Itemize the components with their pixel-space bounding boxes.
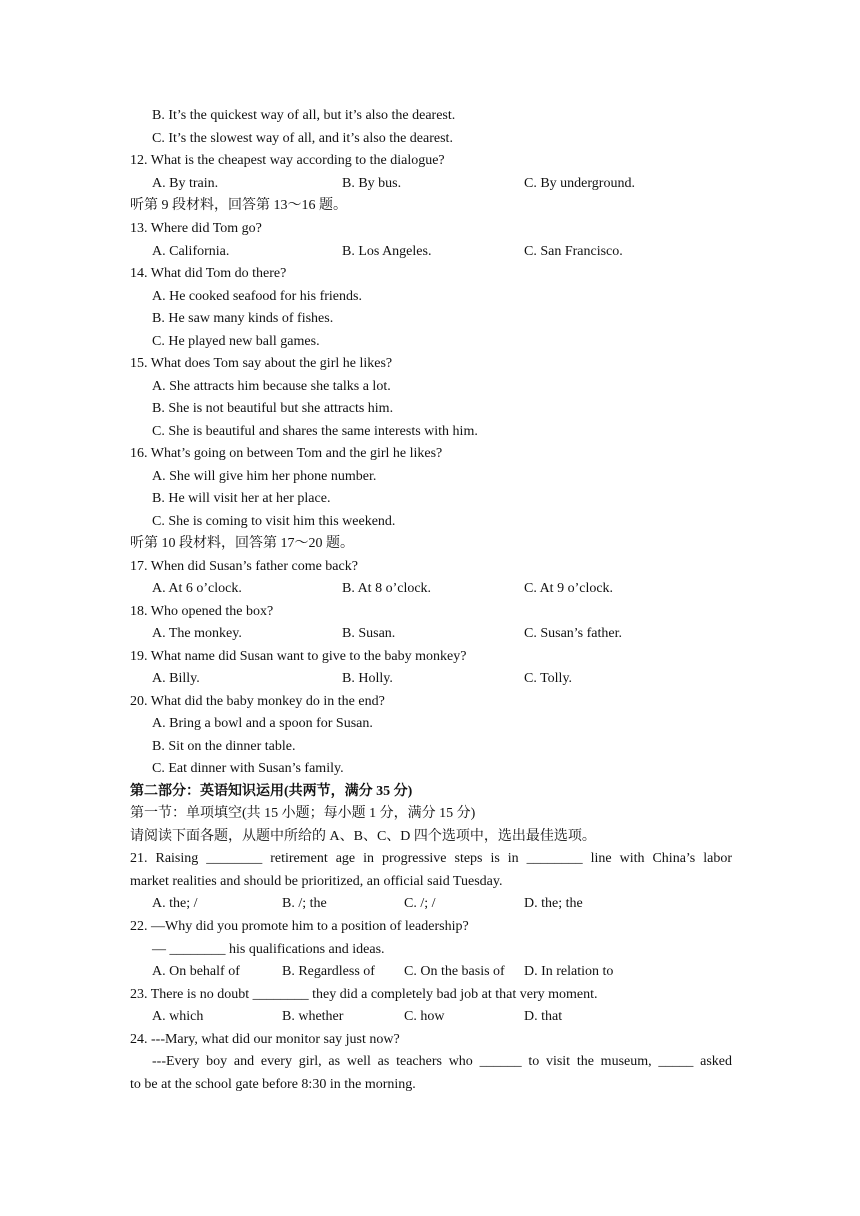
q23-option-b: B. whether: [282, 1009, 344, 1024]
q24-stem-line-2: ---Every boy and every girl, as well as teachers who ______ to visit the museum, _____ asked: [152, 1054, 732, 1069]
q23-stem: 23. There is no doubt ________ they did a completely bad job at that very moment.: [130, 987, 598, 1002]
q21-option-c: C. /; /: [404, 896, 436, 911]
section-10-heading: 听第 10 段材料，回答第 17～20 题。: [130, 536, 354, 551]
q13-option-c: C. San Francisco.: [524, 244, 623, 259]
q14-stem: 14. What did Tom do there?: [130, 266, 287, 281]
part-2-section-1-heading: 第一节：单项填空(共 15 小题；每小题 1 分，满分 15 分): [130, 806, 476, 821]
q20-option-b: B. Sit on the dinner table.: [152, 739, 296, 754]
q23-option-a: A. which: [152, 1009, 204, 1024]
q21-stem-line-2: market realities and should be prioritized, an official said Tuesday.: [130, 874, 503, 889]
q13-option-b: B. Los Angeles.: [342, 244, 432, 259]
q17-option-c: C. At 9 o’clock.: [524, 581, 614, 596]
q12-option-c: C. By underground.: [524, 176, 635, 191]
q17-option-b: B. At 8 o’clock.: [342, 581, 432, 596]
q17-option-a: A. At 6 o’clock.: [152, 581, 242, 596]
q17-stem: 17. When did Susan’s father come back?: [130, 559, 358, 574]
q15-option-a: A. She attracts him because she talks a lot.: [152, 379, 391, 394]
q19-option-a: A. Billy.: [152, 671, 200, 686]
q19-option-c: C. Tolly.: [524, 671, 573, 686]
q13-stem: 13. Where did Tom go?: [130, 221, 262, 236]
q11-option-c: C. It’s the slowest way of all, and it’s also the dearest.: [152, 131, 453, 146]
q15-option-b: B. She is not beautiful but she attracts him.: [152, 401, 394, 416]
q14-option-a: A. He cooked seafood for his friends.: [152, 289, 362, 304]
q20-option-a: A. Bring a bowl and a spoon for Susan.: [152, 716, 373, 731]
q18-option-c: C. Susan’s father.: [524, 626, 622, 641]
q16-option-a: A. She will give him her phone number.: [152, 469, 377, 484]
q22-option-c: C. On the basis of: [404, 964, 505, 979]
q12-option-a: A. By train.: [152, 176, 219, 191]
q11-option-b: B. It’s the quickest way of all, but it’s also the dearest.: [152, 108, 456, 123]
q13-option-a: A. California.: [152, 244, 230, 259]
q18-option-a: A. The monkey.: [152, 626, 242, 641]
q22-option-a: A. On behalf of: [152, 964, 240, 979]
q15-option-c: C. She is beautiful and shares the same interests with him.: [152, 424, 478, 439]
q14-option-b: B. He saw many kinds of fishes.: [152, 311, 334, 326]
q15-stem: 15. What does Tom say about the girl he likes?: [130, 356, 393, 371]
q24-stem-line-3: to be at the school gate before 8:30 in the morning.: [130, 1077, 416, 1092]
q16-stem: 16. What’s going on between Tom and the girl he likes?: [130, 446, 443, 461]
q21-stem-line-1: 21. Raising ________ retirement age in progressive steps is in ________ line with China’s labor: [130, 851, 732, 866]
q18-stem: 18. Who opened the box?: [130, 604, 274, 619]
q23-option-c: C. how: [404, 1009, 445, 1024]
q22-option-d: D. In relation to: [524, 964, 614, 979]
q22-stem-line-2: — ________ his qualifications and ideas.: [152, 942, 385, 957]
q24-stem-line-1: 24. ---Mary, what did our monitor say just now?: [130, 1032, 400, 1047]
section-9-heading: 听第 9 段材料，回答第 13～16 题。: [130, 198, 347, 213]
part-2-instructions: 请阅读下面各题，从题中所给的 A、B、C、D 四个选项中，选出最佳选项。: [130, 829, 596, 844]
q14-option-c: C. He played new ball games.: [152, 334, 320, 349]
q20-stem: 20. What did the baby monkey do in the end?: [130, 694, 385, 709]
q20-option-c: C. Eat dinner with Susan’s family.: [152, 761, 344, 776]
q21-option-d: D. the; the: [524, 896, 583, 911]
q22-option-b: B. Regardless of: [282, 964, 375, 979]
q12-option-b: B. By bus.: [342, 176, 402, 191]
q18-option-b: B. Susan.: [342, 626, 396, 641]
q23-option-d: D. that: [524, 1009, 563, 1024]
q21-option-b: B. /; the: [282, 896, 327, 911]
part-2-title: 第二部分：英语知识运用(共两节，满分 35 分): [130, 784, 413, 799]
q16-option-b: B. He will visit her at her place.: [152, 491, 331, 506]
q12-stem: 12. What is the cheapest way according to the dialogue?: [130, 153, 445, 168]
q19-stem: 19. What name did Susan want to give to the baby monkey?: [130, 649, 467, 664]
q19-option-b: B. Holly.: [342, 671, 393, 686]
q21-option-a: A. the; /: [152, 896, 198, 911]
q22-stem-line-1: 22. —Why did you promote him to a position of leadership?: [130, 919, 469, 934]
q16-option-c: C. She is coming to visit him this weekend.: [152, 514, 396, 529]
